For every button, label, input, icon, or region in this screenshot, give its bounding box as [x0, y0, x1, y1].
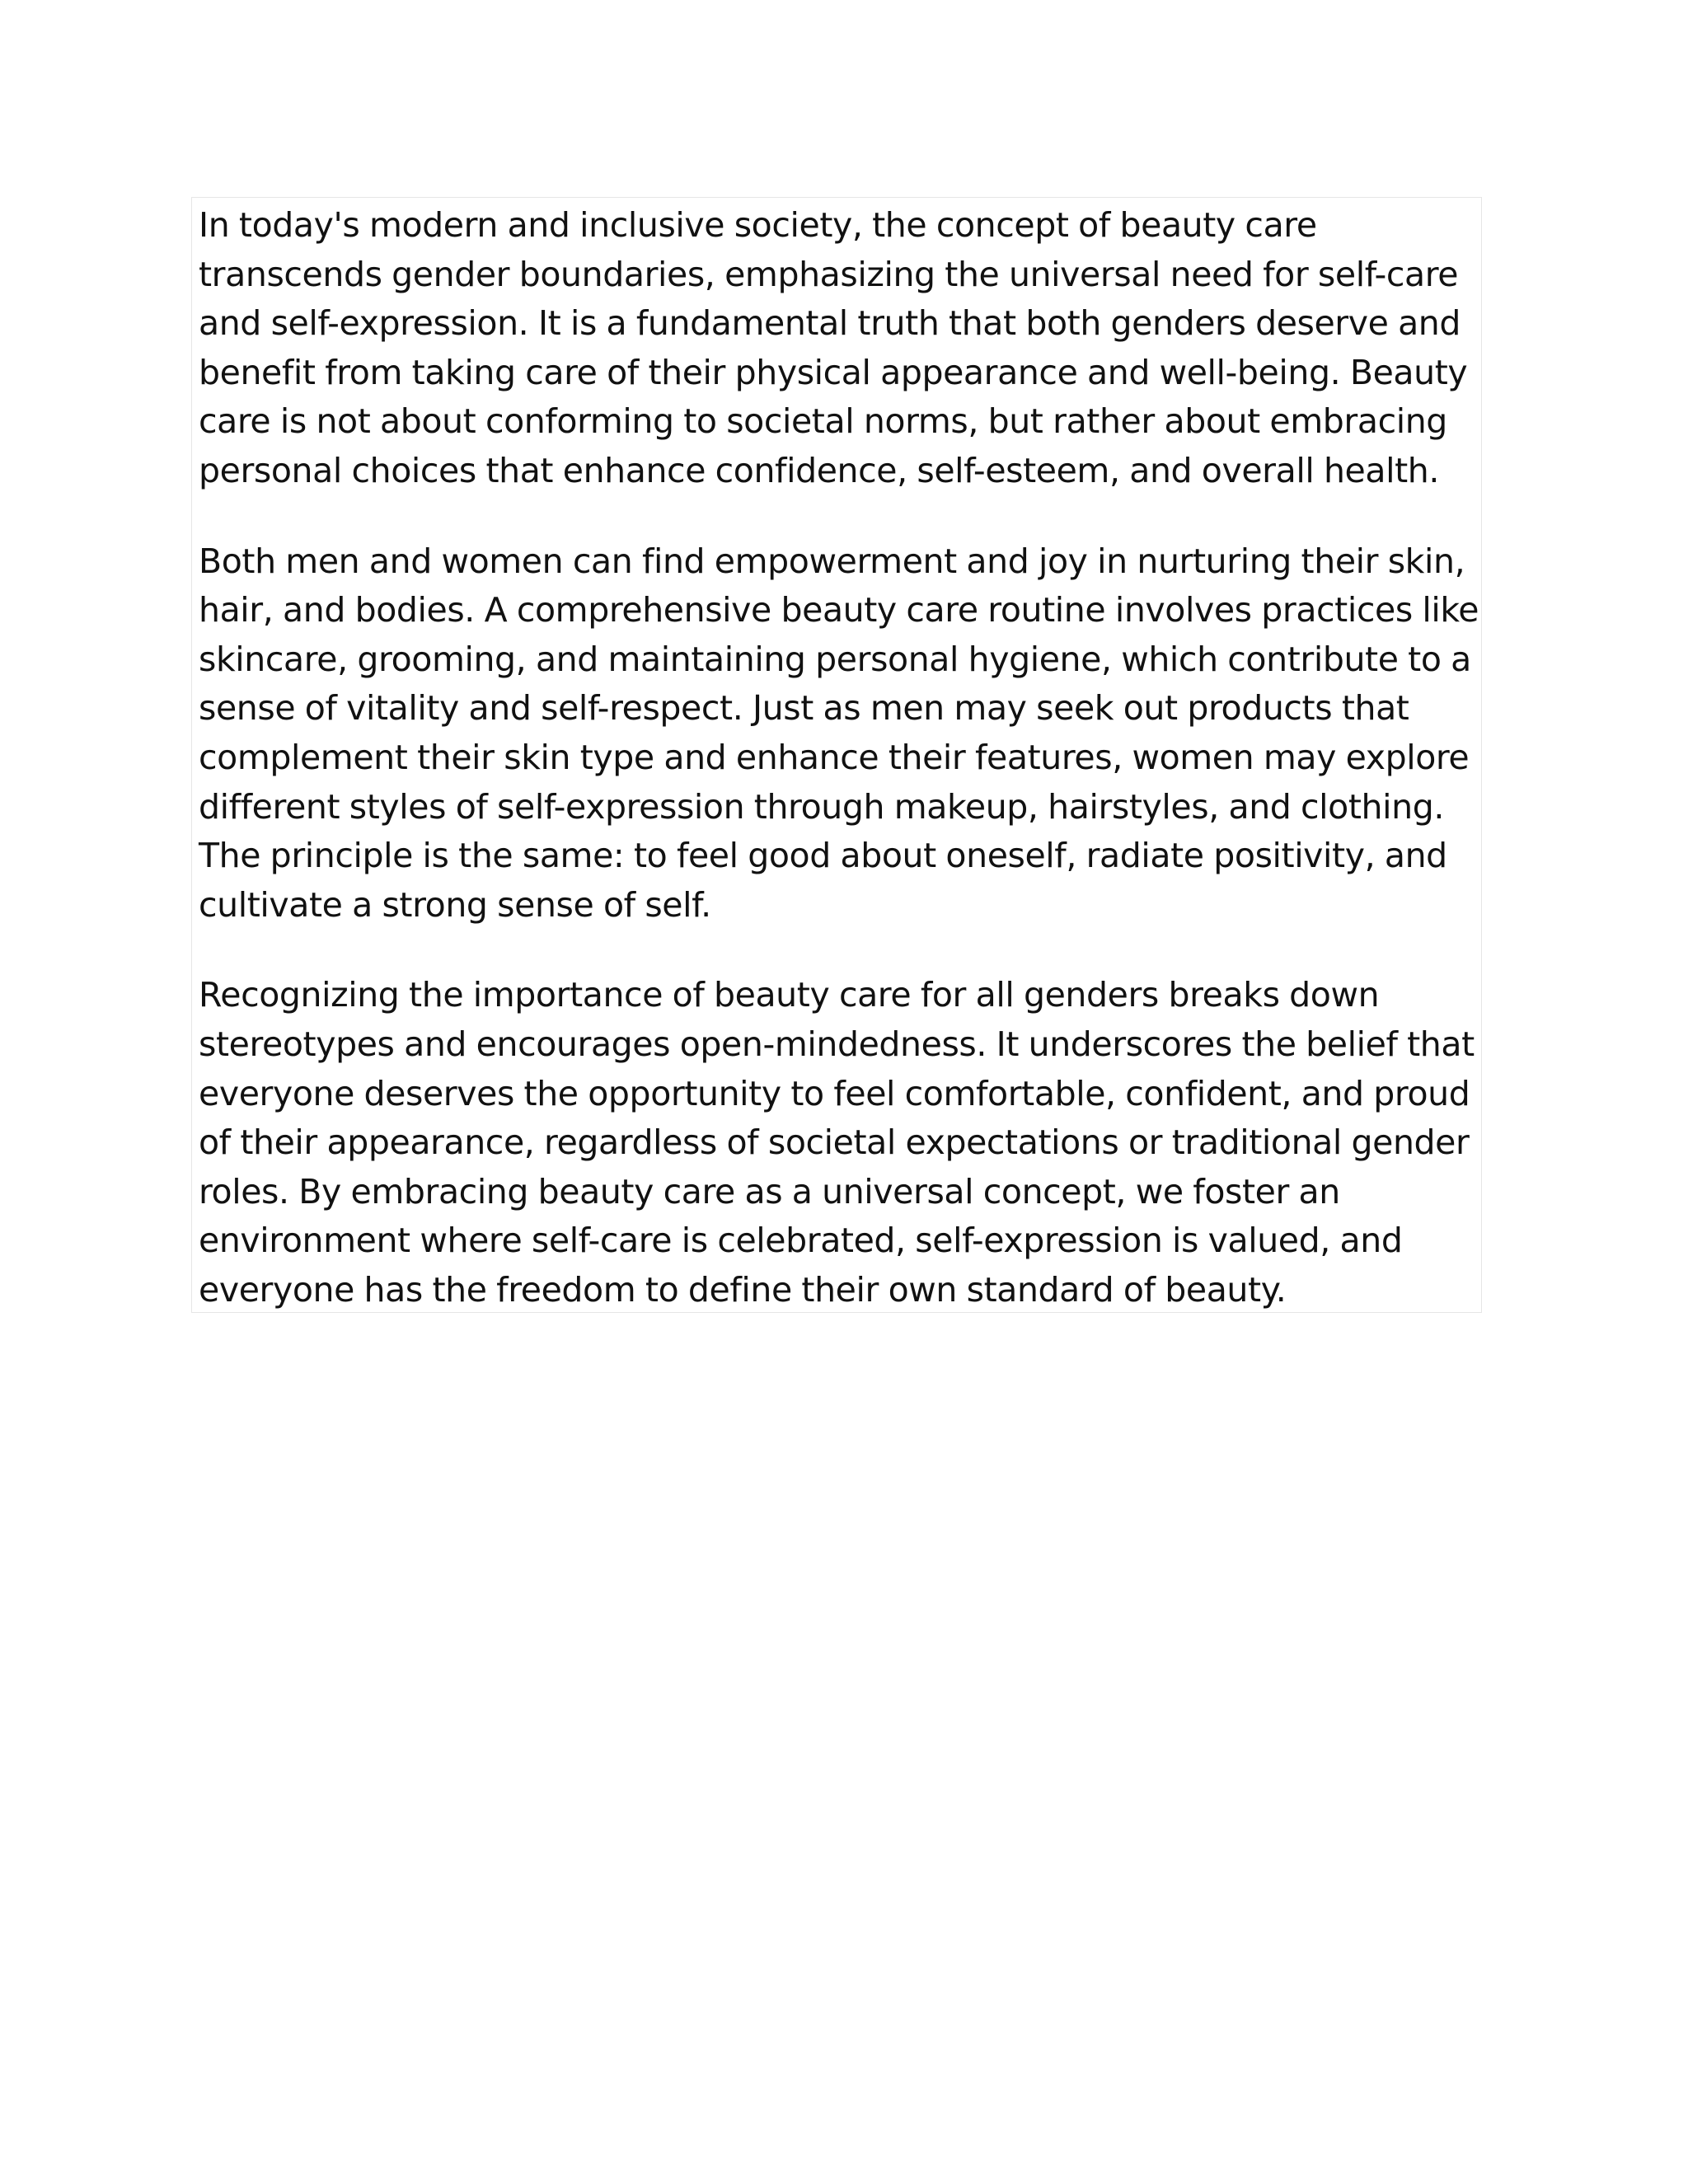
- paragraph-1: In today's modern and inclusive society, the concept of beauty care transcends gender boundaries, emphasizing the universal need for self-care and self-expression. It is a fundamental truth that both genders deserve and benefit from taking care of their physical appearance and well-being. Beauty care is not about conforming to societal norms, but rather about embracing personal choices that enhance confidence, self-esteem, and overall health.: [199, 205, 1468, 490]
- paragraph-3: Recognizing the importance of beauty care for all genders breaks down stereotypes and encourages open-mindedness. It underscores the belief that everyone deserves the opportunity to feel comfortable, confident, and proud of their appearance, regardless of societal expectations or traditional gender roles. By embracing beauty care as a universal concept, we foster an environment where self-care is celebrated, self-expression is valued, and everyone has the freedom to define their own standard of beauty.: [199, 975, 1475, 1310]
- paragraph-2: Both men and women can find empowerment and joy in nurturing their skin, hair, and bodies. A comprehensive beauty care routine involves practices like skincare, grooming, and maintaining personal hygiene, which contribute to a sense of vitality and self-respect. Just as men may seek out products that complement their skin type and enhance their features, women may explore different styles of self-expression through makeup, hairstyles, and clothing. The principle is the same: to feel good about oneself, radiate positivity, and cultivate a strong sense of self.: [199, 541, 1479, 925]
- text-frame: [191, 197, 1482, 1313]
